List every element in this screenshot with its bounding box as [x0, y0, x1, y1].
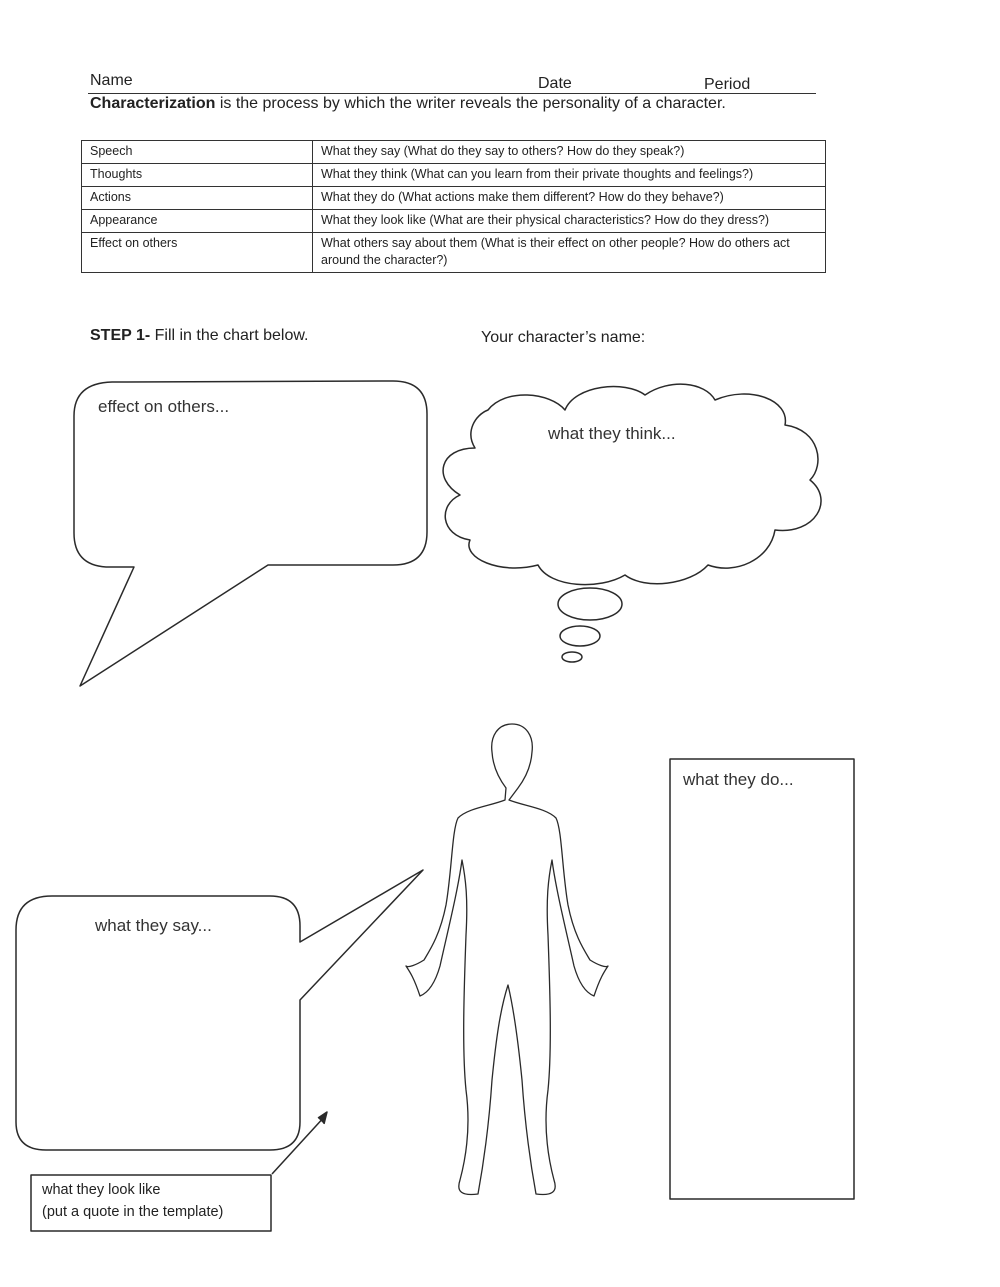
table-term: Appearance: [82, 210, 313, 233]
table-description: What others say about them (What is their effect on other people? How do others act around the character?): [313, 233, 826, 273]
table-term: Speech: [82, 141, 313, 164]
effect-on-others-bubble[interactable]: [74, 381, 427, 686]
table-description: What they do (What actions make them different? How do they behave?): [313, 187, 826, 210]
what-they-do-label: what they do...: [683, 770, 794, 789]
table-description: What they look like (What are their physical characteristics? How do they dress?): [313, 210, 826, 233]
what-they-do-box[interactable]: [670, 759, 854, 1199]
look-like-arrow-line: [272, 1115, 326, 1174]
table-term: Thoughts: [82, 164, 313, 187]
intro-term: Characterization: [90, 95, 216, 112]
what-they-look-like-hint: (put a quote in the template): [42, 1204, 224, 1220]
what-they-say-label: what they say...: [95, 916, 212, 935]
effect-on-others-label: effect on others...: [98, 397, 230, 416]
what-they-think-label: what they think...: [548, 424, 676, 443]
intro-text: is the process by which the writer reveals the personality of a character.: [215, 95, 726, 112]
what-they-think-cloud[interactable]: [443, 384, 821, 584]
table-term: Effect on others: [82, 233, 313, 273]
table-term: Actions: [82, 187, 313, 210]
human-figure: [406, 724, 608, 1194]
thought-dot-medium: [560, 626, 600, 646]
character-name-label[interactable]: Your character’s name:: [481, 329, 646, 346]
step-label: STEP 1-: [90, 327, 151, 344]
date-label: Date: [538, 75, 572, 92]
what-they-look-like-label: what they look like: [42, 1182, 161, 1198]
period-label: Period: [704, 76, 751, 93]
thought-dot-large: [558, 588, 622, 620]
table-description: What they say (What do they say to others? How do they speak?): [313, 141, 826, 164]
step-text: Fill in the chart below.: [150, 327, 309, 344]
name-label: Name: [90, 72, 133, 89]
thought-dot-small: [562, 652, 582, 662]
table-description: What they think (What can you learn from their private thoughts and feelings?): [313, 164, 826, 187]
what-they-say-bubble[interactable]: [16, 870, 423, 1150]
